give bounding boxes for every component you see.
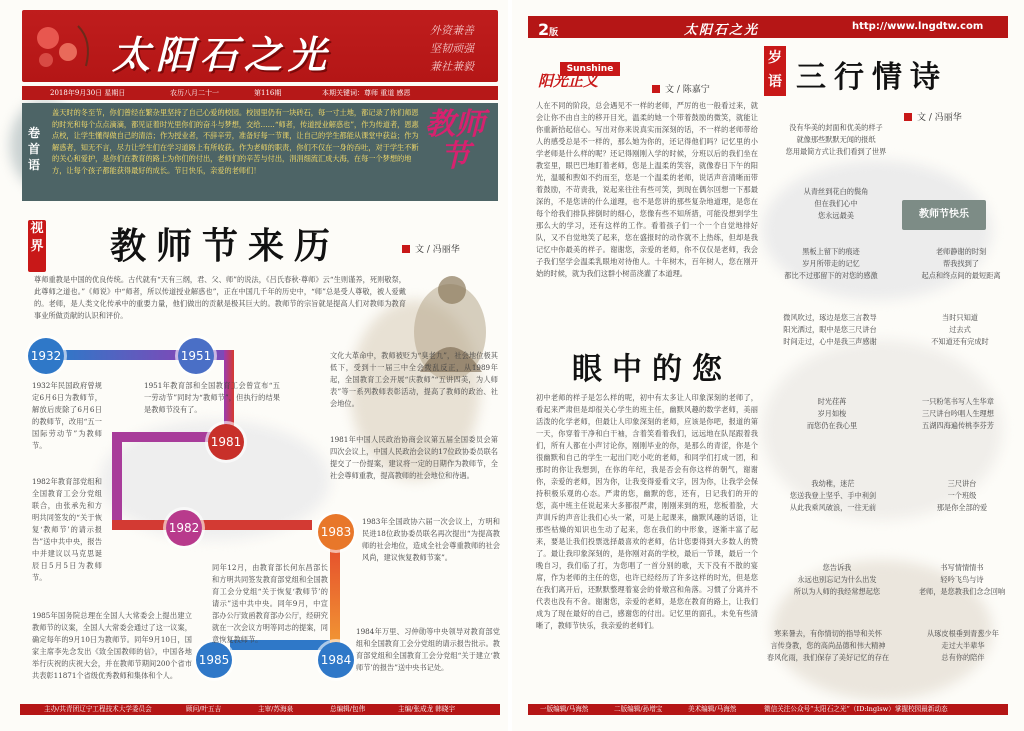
masthead-title: 太阳石之光 [112,33,333,77]
website-url: http://www.lngdtw.com [852,21,984,32]
sunshine-column-logo [538,60,620,96]
poem-section-tag: 岁语 [764,46,786,96]
flower-decoration-icon [28,16,98,76]
sunshine-subtitle: 阳光正义 [538,72,599,90]
timeline-node-1951: 1951 [178,338,214,374]
article-intro-text: 尊师重教是中国的优良传统。古代就有“天有三纲，君、父、师”的说法，《吕氏春秋·尊师》云“生则谨养，死则敬祭，此尊师之道也。”《师说》中“师者，所以传道授业解惑也”，正在中国几千年的历史中，“师”总是受人尊敬，被人爱戴的。老师，是人类文化传承中的重要力量，他们做出的贡献是极其巨大的。教师节的宗旨就是提高人们对教师为教育事业所做贡献的认识和评价。 [34,275,406,320]
teachers-day-badge: 教师节快乐 [902,200,986,230]
timeline-node-1932: 1932 [28,338,64,374]
timeline-text-1984: 1984年万里、习仲勋等中央领导对教育部党组和全国教育工会分党组的请示报告批示。教育部党组和全国教育工会分党组“关于建立‘教师节’的报告”送中央书记处。 [356,627,500,672]
issue-info-bar [22,86,498,100]
timeline-text-1951: 1951年教育部和全国教育工会曾宣布“五一劳动节”同时为“教师节”，但执行的结果是教师节没有了。 [144,381,280,414]
timeline-node-1984: 1984 [318,642,354,678]
intro-label: 卷首语 [28,126,41,172]
masthead [22,10,498,82]
footer-art-editor: 美术编辑/马海然 [688,705,737,713]
article-title: 教师节来历 [110,226,341,267]
timeline-node-1985: 1985 [196,642,232,678]
footer-reviewer: 主审/苏海泉 [258,705,294,713]
issue-number: 第116期 [254,89,282,97]
poem-stanza: 从青丝到花白的鬓角 但在我们心中 您永远最美 [803,187,869,220]
issue-date: 2018年9月30日 星期日 [50,89,126,97]
article-author: 文 / 冯丽华 [402,242,460,255]
newspaper-page-2 [512,0,1024,731]
timeline-text-1932: 1932年民国政府曾规定6月6日为教师节，解放后废除了6月6日的教师节，改用“五一国际劳动节”为教师节。 [32,381,102,450]
timeline-text-1985: 1985年国务院总理在全国人大常委会上提出建立教师节的议案，全国人大常委会通过了这一议案，确定每年的9月10日为教师节。同年9月10日，国家主席李先念发出《致全国教师的信》，中国各地举行庆祝的庆祝大会，并在教师节期间200个省市共表彰11871个省级优秀教师和集体和个人。 [32,611,192,680]
footer-sponsor: 主办/共青团辽宁工程技术大学委员会 [44,705,152,713]
timeline-text-1983: 1983年全国政协六届一次会议上，方明和民进18位政协委员联名再次提出“为提高教师的社会地位，造成全社会尊重教师的社会风尚，建议恢复教师节案”。 [362,517,500,562]
essay1-author: 文 / 陈嘉宁 [652,82,710,95]
poem-title: 三行情诗 [796,60,948,95]
poem-stanza: 时光荏苒 岁月如梭 而您仍在我心里 [806,397,858,430]
editorial-intro [22,103,498,201]
sunshine-label: Sunshine [560,62,620,76]
footer-editor-page2: 二版编辑/孙增宝 [614,705,663,713]
law-text: 同年12月，由教育部长何东昌部长和方明共同签发教育部党组和全国教育工会分党组“关于恢复‘教师节’的请示”送中共中央。同年9月，中宣部办公厅致函教育部办公厅，经研究就在一次会议方明等同志的提案，同意恢复教师节。 [212,563,328,644]
page2-footer [528,704,1008,715]
poem-stanza: 三尺讲台 一个班级 那是你全部的爱 [936,479,988,512]
poem-stanza: 一只粉笔书写人生华章 三尺讲台吟唱人生理想 五湖四海遍传桃李芬芳 [922,397,994,430]
footer-advisor: 顾问/叶五吉 [186,705,222,713]
poem-stanza: 当时只知道 过去式 不知道还有完成时 [931,313,989,346]
footer-chief-editor: 总编辑/包伟 [330,705,366,713]
poem-stanza: 寒来暑去，有你情切的指导和关怀 言传身教，您的高尚品德和伟大精神 春风化雨，我们保存了美好记忆的存在 [766,629,890,662]
footer-editors: 主编/张成龙 韩晓宇 [398,705,456,713]
section-tag: 视界 [28,220,46,272]
page2-masthead: 太阳石之光 [684,23,760,38]
footer-wechat-notice: 微信关注公众号“太阳石之光”（ID:lnglsw）掌握校园最新动态 [764,705,948,713]
page-number: 2版 [538,20,559,39]
issue-keywords: 本期关键词：尊师 重道 感恩 [322,89,411,97]
essay2-title: 眼中的您 [572,352,732,387]
culture-revolution-text: 文化大革命中，教师被贬为“臭老九”，社会地位极其低下，受到十一届三中全会拨乱反正，从1989年起，全国教育工会开展“庆教师”“五讲四美，为人师表”等一系列教师表彰活动，提高了教师的政治、社会地位。 [330,351,498,408]
essay1-text: 人在不同的阶段，总会遇见不一样的老师，严厉的也一般看过来，就会让你不由自主的移开目光，温柔的她一个带着鼓励的微笑，就能让你重新拾起信心。写出对你来说真实而深刻的话，不一样的老师带给人的感受总是不一样的，那么她为你的，还记得他们吗？记忆里的小学老师是什么样的呢？还记得刚刚入学的时候，分班以后的我们坐在教室里，眼巴巴地盯着老师，您是上温柔的笑容，就像春日下午的阳光，温暖和煦如不约而至，您是一个温柔的老师，说话声音清晰而带着鼓励，不苛责我，说起来往往有些可笑，到现在偶尔回想一下那最深的，不是您讲的什么道理，也不是您讲的那些复杂地道理，是您在每个给我们排队摔倒时的细心，您像有些不知所措，可能没想到学生那么大的学习，还有这样的工作。看着孩子们一个一个自觉地排好队，又不自觉地笑了起来，您在盛报时的动作就不上热练，但却是我记忆中你最美的样子。谢谢您，亲爱的老师，你不仅仅是老师，我会子我们坚学会温柔乳眼地对待他人。十年树木，百年树人，您在刚开始的时候，就为我们这群小树苗浇灌了本道理。 [536,101,758,278]
footer-editor-page1: 一版编辑/马海然 [540,705,589,713]
poem-stanza: 黑板上留下的痕迹 岁月所带走的记忆 都比不过那留下的对您的感激 [784,247,878,280]
poem-stanza: 书写情情情书 轻吟飞鸟与诗 老师，是您教我们念念回响 [918,563,1006,596]
timeline-text-1981: 1981年中国人民政治协商会议第五届全国委员会第四次会议上，中国人民政治会议的17位政协委员联名提交了一份提案，建议将一定的日期作为教师节，全社会尊师重教，提高教师的社会地位和待遇。 [330,435,498,480]
teachers-day-calligraphy: 教师节 [425,107,485,174]
poem-stanza: 没有华美的封面和优美的样子 就像那些默默无闻的报纸 您用最简方式让我们看到了世界 [785,123,887,156]
poem-author: 文 / 冯丽华 [904,110,962,123]
poem-stanza: 从琢皮根垂到青葱少年 走过大半辈华 总有你的陪伴 [927,629,999,662]
timeline-node-1981: 1981 [208,424,244,460]
masthead-motto: 外资兼善 坚韧顽强 兼社兼毅 [430,24,474,73]
poem-stanza: 您告诉我 永远也别忘记为什么出发 所以为人师的我经常想起您 [793,563,881,596]
intro-text: 盖天时的冬至节，你们曾经在繁杂里坚持了自己心爱的校园。校园里仍有一块砖石，每一寸土地，都记录了你们师恩的时光和每个点点滴滴，都见证着时光里你们的奋斗与梦想，交给……“师者，传道授业解惑也”，作为传道者，恩惠点校，让学生懂得做自己的清洁；作为授业者，不辞辛劳，准备好每一节课，让自己的学生都能从课堂中获益；作为解惑者，知无不言，尽力让学生们在学习道路上有所收获。作为老师的职责，你们不仅在一身的吞吐，对于学生不断的关心和爱护，是你们在教育的路上为你们的付出，老师们的辛苦与付出，涓涓细流汇成大海，在每一个梦想的地方，让每个孩子都能获得最好的成长。节日快乐，亲爱的老师们！ [52,108,419,175]
timeline-node-1983: 1983 [318,514,354,550]
poem-stanza: 微风吹过，琢边是您三言教导 阳光洒过，眼中是您三尺讲台 时间走过，心中是我三声感谢 [783,313,877,346]
essay2-text: 初中老师的样子是怎么样的呢，初中有太多让人印象深刻的老师了，看起来严肃但是却很关心学生的班主任，幽默风趣的数学老师，美丽活泼的化学老师，但最让人印象深刻的老师，应该是你吧，报道的第一天，你穿着干净和白干袖，含着笑看着我们，远远地在队尾跟着我们，所有人都在小声讨论你，刚刚毕业的你，是那么的青涩，你是个很幽默和自己的学生一起出门吃小吃的老师，和同学们打成一团，和那时的你让我想到，在你的年纪，我是否会有你这样的朝气，谢谢你，亲爱的老师，因为你，让我变得爱看文字，因为你，让我学会保持积极乐观的心态。严肃的您，幽默的您，还有，日记我们的开的您，高中班主任说起来大多都很严肃，刚刚来到的班，您板着脸，大声训斥的声音让我们心头一紧，可是上起课来，幽默风趣的话语，让那些枯燥的知识也生动了起来，您在我们的中形象，逐渐丰富了起来，要是让我们投票选择最喜欢的老师，估计您要得到大多数人的赞了。最让我印象深刻的，是你刚对高的学校，最后一节课，最后一个晚自习，我们临了打，为您唱了一首分别的歌，天下没有不散的宴席，作为老师的主任的您，也许已经经历了许多这样的时光，但是您在我们离开后，还默默整理着宴会的骨墩宫和角落。习惯了分离并不代表也没有不舍。谢谢您，亲爱的老师，是您在教育的路上，让我们成为了现在最好的自己，感谢您的付出。记忆里的面孔，未免有些清晰了，教师节快乐，我亲爱的老师们。 [536,393,758,630]
page1-footer [20,704,500,715]
timeline-node-1982: 1982 [166,510,202,546]
poem-stanza: 老师静谢的时刻 帮我找到了 起点和终点间的最短距离 [921,247,1001,280]
lunar-date: 农历八月二十一 [170,89,219,97]
poem-stanza: 我幼稚，迷茫 您送我登上坚乎、手中利剑 从此我乘风破浪，一往无前 [789,479,877,512]
timeline-text-1982: 1982年教育部党组和全国教育工会分党组联合，由张承先和方明共同签发的“关于恢复‘教师节’的请示报告”送中共中央，报告中并建议以马克思诞辰日5月5日为教师节。 [32,477,102,582]
